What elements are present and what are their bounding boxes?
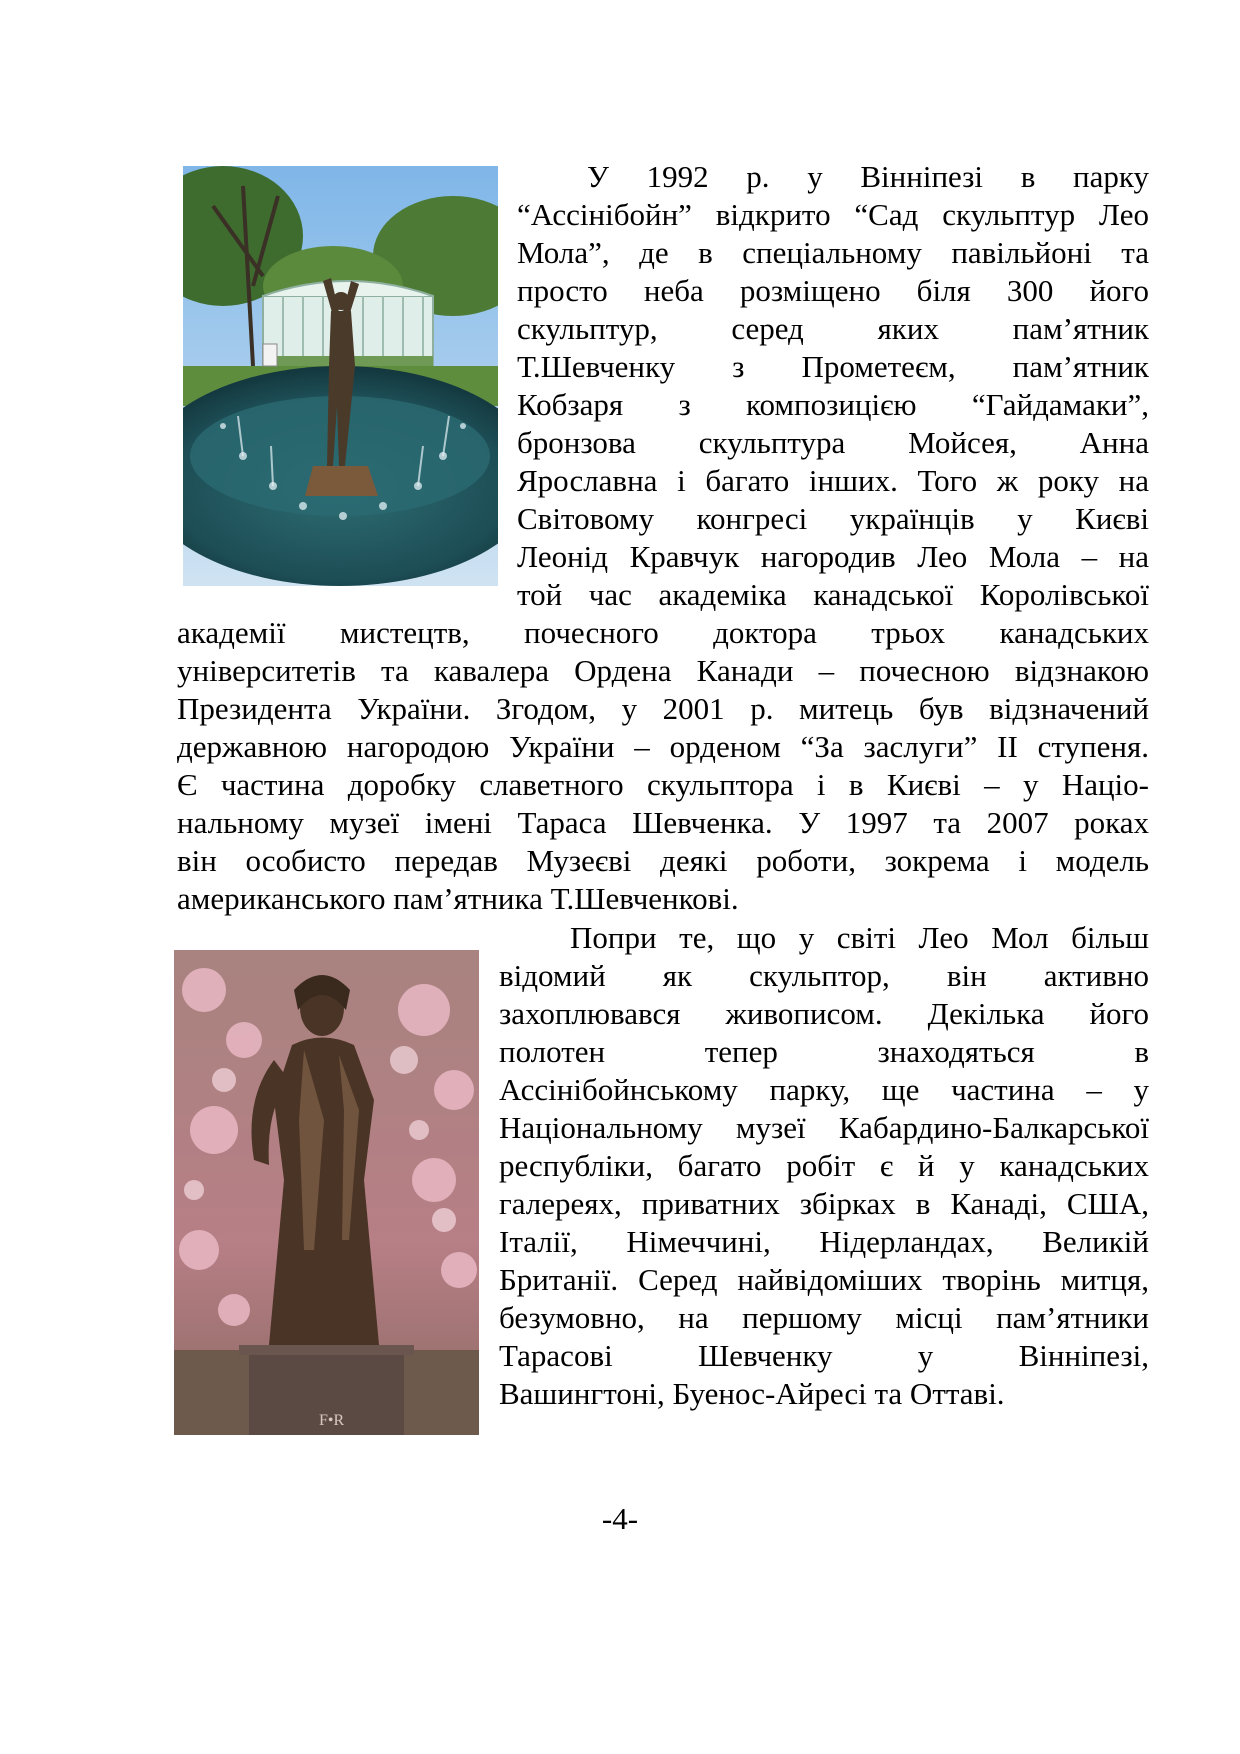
text-line: Світовому конгресі українців у Києві bbox=[517, 501, 1149, 536]
text-line: академії мистецтв, почесного доктора трьох канадських bbox=[177, 615, 1149, 650]
text-line: У 1992 р. у Вінніпезі в парку bbox=[587, 159, 1149, 194]
text-line: той час академіка канадської Королівської bbox=[517, 577, 1149, 612]
text-line: “Ассінібойн” відкрито “Сад скульптур Лео bbox=[517, 197, 1149, 232]
text-line: він особисто передав Музеєві деякі роботи, зокрема і модель bbox=[177, 843, 1149, 878]
text-line: відомий як скульптор, він активно bbox=[499, 958, 1149, 993]
fountain-sculpture-photo bbox=[183, 166, 498, 586]
text-line: безумовно, на першому місці пам’ятники bbox=[499, 1300, 1149, 1335]
text-line: Вашингтоні, Буенос-Айресі та Оттаві. bbox=[499, 1376, 1005, 1411]
text-line: Італії, Німеччині, Нідерландах, Великій bbox=[499, 1224, 1149, 1259]
text-line: Т.Шевченку з Прометеєм, пам’ятник bbox=[517, 349, 1149, 384]
text-line: Тарасові Шевченку у Вінніпезі, bbox=[499, 1338, 1149, 1373]
text-line: Британії. Серед найвідоміших творінь митця, bbox=[499, 1262, 1149, 1297]
text-line: Президента України. Згодом, у 2001 р. митець був відзначений bbox=[177, 691, 1149, 726]
pedestal-mark: F•R bbox=[319, 1412, 345, 1429]
text-line: Попри те, що у світі Лео Мол більш bbox=[570, 920, 1149, 955]
text-line: нальному музеї імені Тараса Шевченка. У 1997 та 2007 роках bbox=[177, 805, 1149, 840]
text-line: університетів та кавалера Ордена Канади – почесною відзнакою bbox=[177, 653, 1149, 688]
text-line: Кобзаря з композицією “Гайдамаки”, bbox=[517, 387, 1149, 422]
page-number: -4- bbox=[601, 1501, 639, 1536]
text-line: Мола”, де в спеціальному павільйоні та bbox=[517, 235, 1149, 270]
text-line: полотен тепер знаходяться в bbox=[499, 1034, 1149, 1069]
text-line: Національному музеї Кабардино-Балкарської bbox=[499, 1110, 1149, 1145]
text-line: Леонід Кравчук нагородив Лео Мола – на bbox=[517, 539, 1149, 574]
bronze-statue-photo bbox=[174, 950, 479, 1435]
text-line: просто неба розміщено біля 300 його bbox=[517, 273, 1149, 308]
text-line: американського пам’ятника Т.Шевченкові. bbox=[177, 881, 739, 916]
text-line: бронзова скульптура Мойсея, Анна bbox=[517, 425, 1149, 460]
text-line: Ярославна і багато інших. Того ж року на bbox=[517, 463, 1149, 498]
text-line: республіки, багато робіт є й у канадських bbox=[499, 1148, 1149, 1183]
text-line: державною нагородою України – орденом “За заслуги” ІІ ступеня. bbox=[177, 729, 1149, 764]
text-line: скульптур, серед яких пам’ятник bbox=[517, 311, 1149, 346]
text-line: галереях, приватних збірках в Канаді, США, bbox=[499, 1186, 1149, 1221]
text-line: захоплювався живописом. Декілька його bbox=[499, 996, 1149, 1031]
text-line: Є частина доробку славетного скульптора і в Києві – у Націо- bbox=[177, 767, 1149, 802]
text-line: Ассінібойнському парку, ще частина – у bbox=[499, 1072, 1149, 1107]
